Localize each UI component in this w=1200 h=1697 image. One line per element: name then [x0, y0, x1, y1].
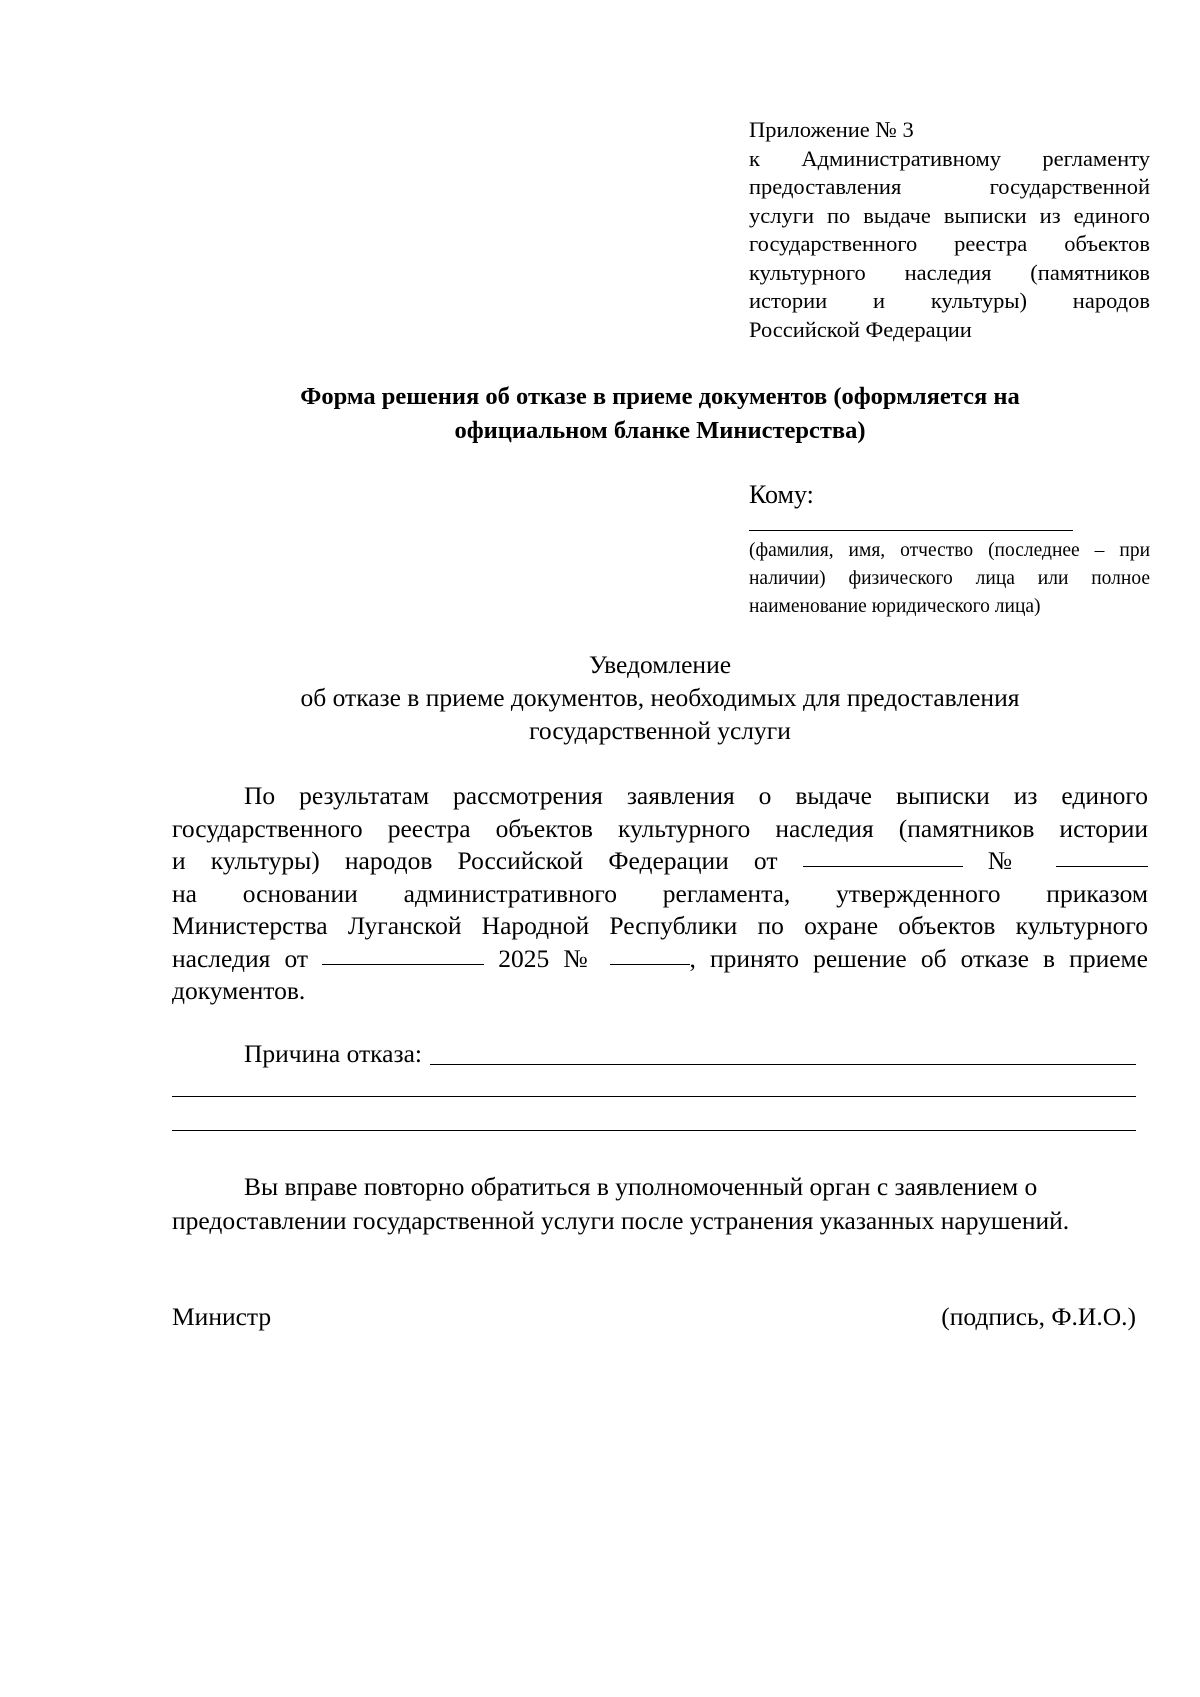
addressee-hint	[749, 537, 1150, 621]
notice-subtitle-line: государственной услуги	[529, 716, 791, 745]
addressee-hint-line: наличии) физического лица или полное	[749, 568, 1150, 589]
appendix-line: предоставления государственной	[749, 174, 1150, 199]
application-date-blank	[803, 865, 963, 867]
appendix-line: истории и культуры) народов	[749, 288, 1150, 313]
signatory-position: Министр	[172, 1302, 272, 1331]
body-line: По результатам рассмотрения заявления о выдаче выписки из единого	[244, 781, 1148, 810]
refusal-reason-label: Причина отказа:	[244, 1039, 422, 1068]
refusal-reason-blank	[430, 1064, 1136, 1065]
body-line: Министерства Луганской Народной Республики по охране объектов культурного	[172, 911, 1148, 940]
body-line: на основании административного регламента, утвержденного приказом	[172, 878, 1148, 908]
signature-placeholder: (подпись, Ф.И.О.)	[941, 1302, 1136, 1331]
form-title-line: официальном бланке Министерства)	[454, 417, 866, 444]
reapply-line: Вы вправе повторно обратиться в уполномоченный орган с заявлением о	[244, 1172, 1038, 1201]
body-line: документов.	[172, 976, 306, 1005]
addressee-label: Кому:	[749, 480, 814, 509]
order-number-blank	[610, 963, 690, 965]
refusal-reason-blank-line	[172, 1096, 1136, 1097]
refusal-reason-blank-line	[172, 1130, 1136, 1131]
body-text: , принято решение об отказе в приеме	[689, 943, 1148, 973]
addressee-blank-line	[749, 530, 1073, 531]
body-text: и культуры) народов Российской Федерации от	[172, 846, 778, 875]
refusal-reason-row	[172, 1038, 1136, 1071]
form-title-line: Форма решения об отказе в приеме документов (оформляется на	[300, 383, 1020, 410]
addressee-hint-line: наименование юридического лица)	[749, 596, 1041, 617]
appendix-line: к Административному регламенту	[749, 145, 1150, 171]
reapply-line: предоставлении государственной услуги после устранения указанных нарушений.	[172, 1206, 1070, 1235]
appendix-line: государственного реестра объектов	[749, 231, 1150, 256]
body-line	[172, 943, 1148, 976]
order-date-blank	[322, 963, 484, 965]
body-paragraph	[172, 780, 1148, 1008]
appendix-line: Приложение № 3	[749, 117, 914, 142]
reapply-notice	[172, 1170, 1148, 1238]
refusal-reason	[172, 1038, 1148, 1131]
appendix-line: культурного наследия (памятников	[749, 259, 1150, 285]
signature-row	[172, 1300, 1136, 1334]
addressee-block	[749, 478, 1150, 621]
notice-heading	[172, 648, 1148, 747]
addressee-hint-line: (фамилия, имя, отчество (последнее – при	[749, 540, 1150, 561]
body-text: наследия от	[172, 943, 309, 973]
body-line: государственного реестра объектов культурного наследия (памятников истории	[172, 813, 1148, 843]
appendix-line: услуги по выдаче выписки из единого	[749, 202, 1150, 228]
notice-subtitle-line: об отказе в приеме документов, необходимых для предоставления	[300, 683, 1020, 712]
order-year: 2025 №	[498, 943, 596, 973]
application-number-blank	[1056, 865, 1148, 867]
form-title	[172, 380, 1148, 448]
appendix-reference	[749, 116, 1150, 344]
number-sign: №	[987, 846, 1031, 875]
notice-title: Уведомление	[588, 650, 732, 679]
appendix-line: Российской Федерации	[749, 316, 972, 342]
body-line	[172, 845, 1148, 878]
